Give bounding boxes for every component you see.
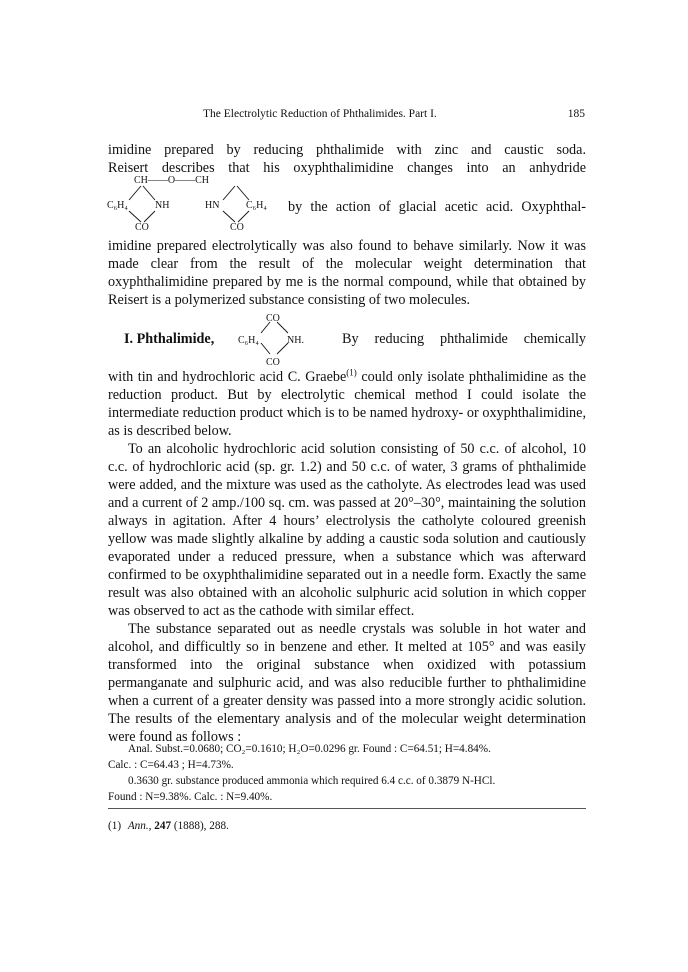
analysis-line2: Calc. : C=64.43 ; H=4.73%. [108,759,234,771]
footnote-volume: 247 [154,820,172,832]
para2-text-a: with tin and hydrochloric acid C. Graebe [108,369,347,385]
struct-co-left: CO [135,222,149,233]
para1-top [108,141,586,177]
phthalimide-structure [238,310,328,368]
para4 [108,620,586,746]
section1-title: I. Phthalimide, [124,331,215,347]
para3 [108,440,586,620]
running-header [105,108,585,126]
page-number: 185 [567,108,585,120]
struct-left-ring: C₆H₄ [107,200,128,211]
para2-text-b: could only isolate phthalimidine as the reduction product. But by electrolytic chemical method I could isolate the intermediate reduction product which is to be named hydroxy- or oxyphthalimidine, as is described below. [108,369,586,439]
struct-right-nh: HN [205,200,220,211]
struct-nh: NH. [287,335,304,346]
reference-marker[interactable]: (1) [346,367,357,378]
analysis-line3: 0.3630 gr. substance produced ammonia which required 6.4 c.c. of 0.3879 N-HCl. [128,775,496,787]
struct-co-bottom: CO [266,357,280,368]
struct-right-ring: C₆H₄ [246,200,267,211]
para1-rest [108,237,586,309]
analysis-line1: Anal. Subst.=0.0680; CO₂=0.1610; H₂O=0.0296 gr. Found : C=64.51; H=4.84%. [128,743,491,755]
footnote [108,820,229,832]
struct-co-top: CO [266,313,280,324]
analysis-line4: Found : N=9.38%. Calc. : N=9.40%. [108,791,273,803]
footnote-rest: (1888), 288. [173,820,229,832]
struct-ring: C₆H₄ [238,335,259,346]
para1-after-structure [288,198,586,216]
anhydride-structure [107,175,282,233]
para3-text: To an alcoholic hydrochloric acid solution consisting of 50 c.c. of alcohol, 10 c.c. of hydrochloric acid (sp. gr. 1.2) and 50 c.c. of water, 3 grams of phthalimide were added, and the mixture was used as the catholyte. As electrodes lead was used and a current of 2 amp./100 sq. cm. was passed at 20°–30°, maintaining the solution always in agitation. After 4 hours’ electrolysis the catholyte coloured greenish yellow was made slightly alkaline by adding a caustic soda solution and cautiously evaporated under a reduced pressure, when a substance which was afterward confirmed to be oxyphthalimidine separated out in a needle form. Exactly the same result was also obtained with an alcoholic sulphuric acid solution in which copper was observed to act as the cathode with similar effect. [108,441,586,619]
footnote-journal: Ann., [127,820,152,832]
footnote-divider [108,808,586,809]
para2 [108,368,586,440]
struct-top-chain: CH——O——CH [134,175,210,186]
running-title: The Electrolytic Reduction of Phthalimides. Part I. [203,108,437,120]
para1-after-structure-text: by the action of glacial acetic acid. Oxyphthal- [288,199,586,215]
section1-after-heading: By reducing phthalimide chemically [342,331,586,347]
para1-line2: Reisert describes that his oxyphthalimidine changes into an anhydride [108,160,586,176]
footnote-marker: (1) [108,820,122,832]
struct-co-right: CO [230,222,244,233]
para4-text: The substance separated out as needle crystals was soluble in hot water and alcohol, and difficultly so in benzene and ether. It melted at 105° and was easily transformed into the original substance when oxidized with potassium permanganate and sulphuric acid, and was also reducible further to phthalimidine when a current of a greater density was passed into a more strongly acidic solution. The results of the elementary analysis and of the molecular weight determination were found as follows : [108,621,586,745]
para1-line1: imidine prepared by reducing phthalimide with zinc and caustic soda. [108,142,586,158]
analysis-block [108,741,586,805]
struct-left-nh: NH [155,200,170,211]
para1-rest-text: imidine prepared electrolytically was also found to behave similarly. Now it was made clear from the result of the molecular weight determination that oxyphthalimidine prepared by me is the normal compound, while that obtained by Reisert is a polymerized substance consisting of two molecules. [108,238,586,308]
